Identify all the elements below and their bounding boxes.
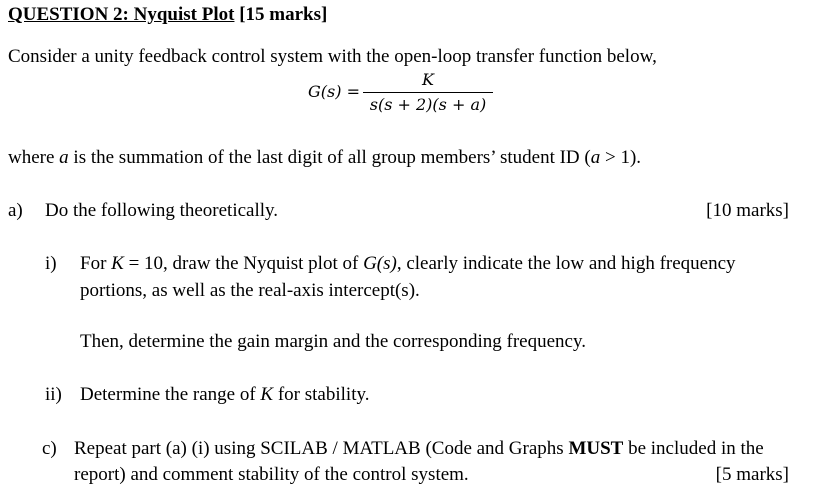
where-var: a bbox=[59, 147, 69, 168]
part-a-ii-text bbox=[80, 383, 370, 407]
part-a-i-label: i) bbox=[45, 253, 57, 274]
i-line1-b: = 10, draw the Nyquist plot of bbox=[123, 253, 364, 274]
part-a-label: a) bbox=[8, 200, 23, 221]
equation-fraction bbox=[363, 70, 493, 115]
part-c-line1 bbox=[74, 437, 764, 461]
question-title-marks: [15 marks] bbox=[234, 4, 328, 25]
i-line1-a: For bbox=[80, 253, 112, 274]
c-line1-b: be included in the bbox=[623, 438, 764, 459]
where-text: is the summation of the last digit of all group members’ student ID ( bbox=[68, 147, 591, 168]
part-a-text: Do the following theoretically. bbox=[45, 200, 279, 221]
equation-lhs: G(s) = bbox=[308, 82, 360, 101]
part-c-line2: report) and comment stability of the control system. bbox=[74, 464, 469, 485]
part-a-i-line2: portions, as well as the real-axis intercept(s). bbox=[80, 280, 420, 301]
part-c-marks: [5 marks] bbox=[715, 464, 789, 485]
part-a-marks: [10 marks] bbox=[706, 200, 789, 221]
c-line1-bold: MUST bbox=[568, 438, 624, 459]
i-line1-k: K bbox=[111, 253, 124, 274]
i-line1-g: G(s) bbox=[363, 253, 397, 274]
ii-k: K bbox=[260, 384, 274, 405]
part-a-i-then: Then, determine the gain margin and the corresponding frequency. bbox=[80, 331, 586, 352]
c-line1-a: Repeat part (a) (i) using SCILAB / MATLAB (Code and Graphs bbox=[74, 438, 569, 459]
ii-text-a: Determine the range of bbox=[80, 384, 261, 405]
part-c-label: c) bbox=[42, 438, 57, 459]
question-title bbox=[8, 3, 327, 27]
where-prefix: where bbox=[8, 147, 60, 168]
where-paragraph bbox=[8, 146, 641, 170]
part-a-ii-label: ii) bbox=[45, 384, 62, 405]
where-cond-var: a bbox=[590, 147, 601, 168]
part-a-i-line1 bbox=[80, 252, 789, 276]
equation-numerator: K bbox=[422, 70, 434, 89]
intro-text: Consider a unity feedback control system with the open-loop transfer function below, bbox=[8, 46, 657, 67]
where-cond-rest: > 1). bbox=[600, 147, 642, 168]
equation-denominator: s(s + 2)(s + a) bbox=[369, 95, 487, 114]
ii-text-b: for stability. bbox=[273, 384, 370, 405]
fraction-bar bbox=[363, 92, 493, 93]
question-title-main: QUESTION 2: Nyquist Plot bbox=[8, 4, 235, 25]
i-line1-c: , clearly indicate the low and high frequency bbox=[396, 253, 736, 274]
